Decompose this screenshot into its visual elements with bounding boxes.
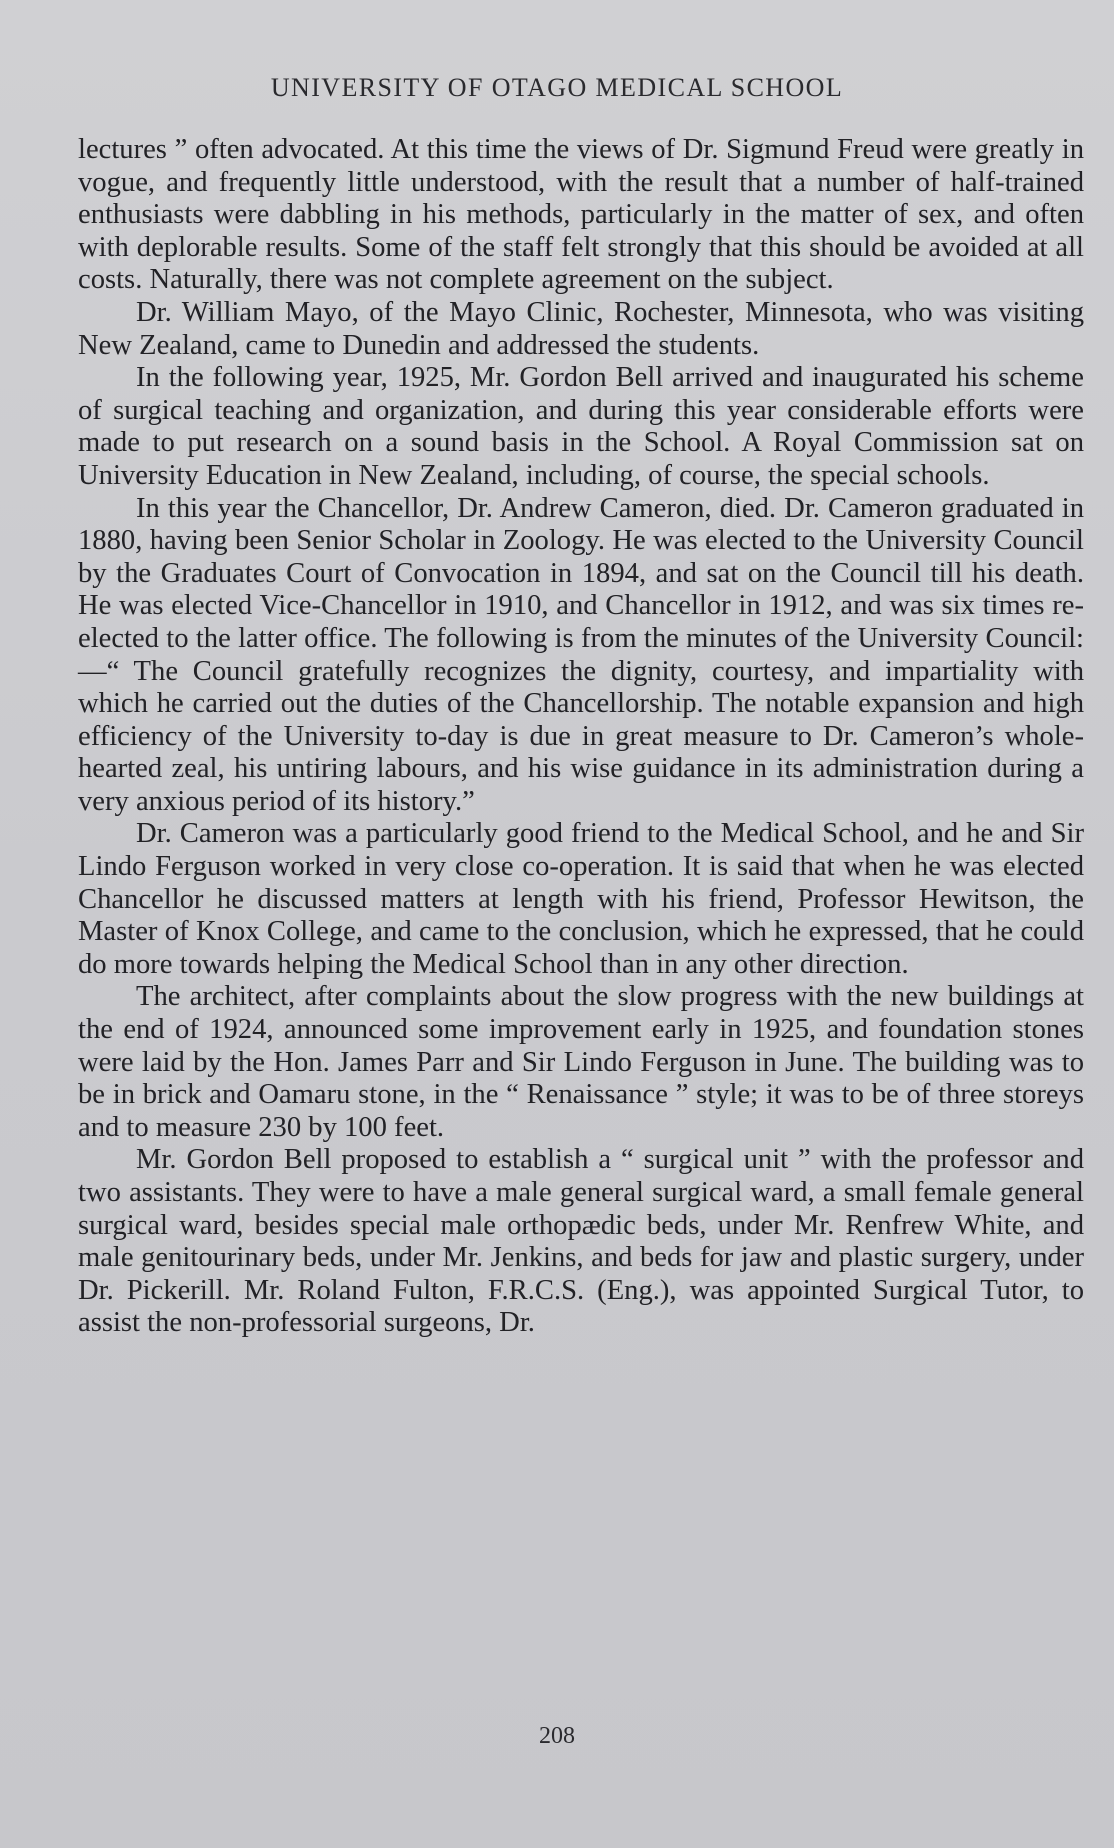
paragraph-gordon-bell-1925: In the following year, 1925, Mr. Gordon Bell arrived and inaugurated his scheme of surgical teaching and organization, and during this year considerable efforts were made to put research on a sound basis in the School. A Royal Commission sat on University Education in New Zealand, including, of course, the special schools. — [78, 362, 1084, 491]
paragraph-surgical-unit: Mr. Gordon Bell proposed to establish a “ surgical unit ” with the professor and two assistants. They were to have a male general surgical ward, a small female general surgical ward, besides special male orthopædic beds, under Mr. Renfrew White, and male genitourinary beds, under Mr. Jenkins, and beds for jaw and plastic surgery, under Dr. Pickerill. Mr. Roland Fulton, F.R.C.S. (Eng.), was appointed Surgical Tutor, to assist the non-professorial surgeons, Dr. — [78, 1144, 1084, 1339]
running-head: UNIVERSITY OF OTAGO MEDICAL SCHOOL — [270, 73, 844, 102]
paragraph-mayo-visit: Dr. William Mayo, of the Mayo Clinic, Rochester, Minnesota, who was visiting New Zealand, came to Dunedin and addressed the students. — [78, 296, 1084, 361]
paragraph-cameron-death: In this year the Chancellor, Dr. Andrew Cameron, died. Dr. Cameron graduated in 1880, having been Senior Scholar in Zoology. He was elected to the University Council by the Graduates Court of Convocation in 1894, and sat on the Council till his death. He was elected Vice-Chancellor in 1910, and Chancellor in 1912, and was six times re-elected to the latter office. The following is from the minutes of the University Council:—“ The Council gratefully recognizes the dignity, courtesy, and impartiality with which he carried out the duties of the Chancellorship. The notable expansion and high efficiency of the University to-day is due in great measure to Dr. Cameron’s whole-hearted zeal, his untiring labours, and his wise guidance in its administration during a very anxious period of its history.” — [78, 492, 1084, 817]
paragraph-cameron-friend: Dr. Cameron was a particularly good friend to the Medical School, and he and Sir Lindo Ferguson worked in very close co-operation. It is said that when he was elected Chancellor he discussed matters at length with his friend, Professor Hewitson, the Master of Knox College, and came to the conclusion, which he expressed, that he could do more towards helping the Medical School than in any other direction. — [78, 818, 1084, 980]
page-number: 208 — [539, 1723, 575, 1749]
paragraph-freud-lectures: lectures ” often advocated. At this time the views of Dr. Sigmund Freud were greatly in vogue, and frequently little understood, with the result that a number of half-trained enthusiasts were dabbling in his methods, particularly in the matter of sex, and often with deplorable results. Some of the staff felt strongly that this should be avoided at all costs. Naturally, there was not complete agreement on the subject. — [78, 134, 1084, 296]
body-text — [78, 134, 1084, 1340]
paragraph-new-buildings: The architect, after complaints about the slow progress with the new buildings at the end of 1924, announced some improvement early in 1925, and foundation stones were laid by the Hon. James Parr and Sir Lindo Ferguson in June. The building was to be in brick and Oamaru stone, in the “ Renaissance ” style; it was to be of three storeys and to measure 230 by 100 feet. — [78, 981, 1084, 1143]
